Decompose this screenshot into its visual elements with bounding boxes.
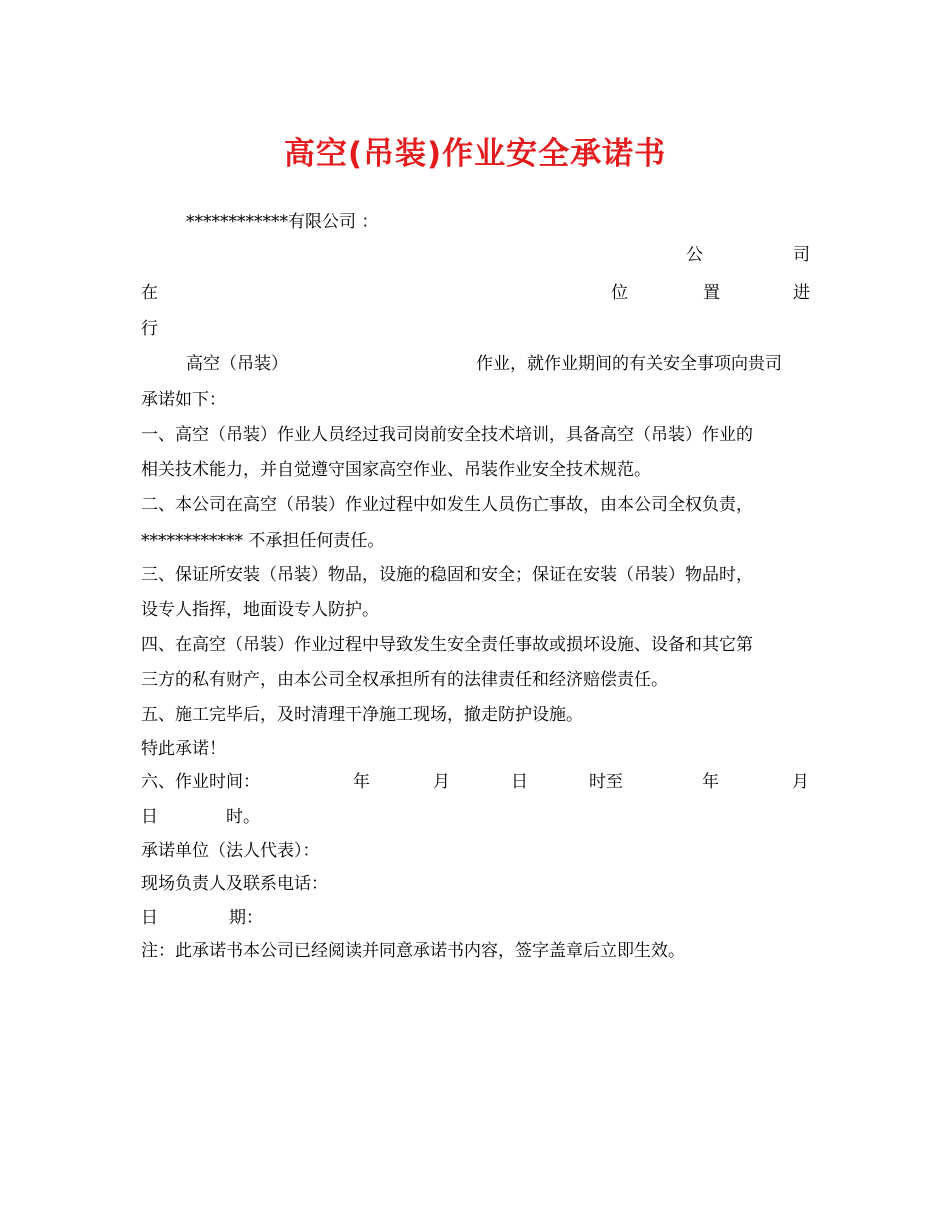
item-3-line-1: 三、保证所安装（吊装）物品，设施的稳固和安全；保证在安装（吊装）物品时， [141,565,753,585]
year-1: 年 [353,772,370,792]
year-2: 年 [702,772,719,792]
work-right: 作业，就作业期间的有关安全事项向贵司 [476,354,782,374]
date-char-1: 日 [141,908,158,928]
addressee: ************有限公司 ： [186,212,379,232]
document-title: 高空(吊装)作业安全承诺书 [283,136,667,172]
date-char-2: 期： [229,908,263,928]
hour-to: 时至 [589,772,623,792]
location-char-1: 位 [611,283,628,303]
item-1-line-1: 一、高空（吊装）作业人员经过我司岗前安全技术培训，具备高空（吊装）作业的 [141,425,753,445]
company-char-1: 公 [686,245,703,265]
item-5: 五、施工完毕后，及时清理干净施工现场，撤走防护设施。 [141,705,583,725]
location-left: 在 [141,283,158,303]
signer-unit: 承诺单位（法人代表）： [141,841,320,861]
month-2: 月 [792,772,809,792]
item-1-line-2: 相关技术能力，并自觉遵守国家高空作业、吊装作业安全技术规范。 [141,460,651,480]
month-1: 月 [433,772,450,792]
day-1: 日 [511,772,528,792]
company-char-2: 司 [793,245,810,265]
location-char-3: 进 [793,283,810,303]
promise-intro: 承诺如下： [141,390,226,410]
hour-end: 时。 [226,807,260,827]
item-4-line-2: 三方的私有财产，由本公司全权承担所有的法律责任和经济赔偿责任。 [141,670,668,690]
special-promise: 特此承诺！ [141,739,226,759]
day-2: 日 [141,807,158,827]
location-char-2: 置 [703,283,720,303]
item-2-line-2: ************ 不承担任何责任。 [141,531,385,551]
site-contact: 现场负责人及联系电话： [141,874,328,894]
item-2-line-1: 二、本公司在高空（吊装）作业过程中如发生人员伤亡事故，由本公司全权负责， [141,495,753,515]
item-4-line-1: 四、在高空（吊装）作业过程中导致发生安全责任事故或损坏设施、设备和其它第 [141,635,753,655]
work-time-label: 六、作业时间： [141,772,260,792]
xing-row: 行 [141,319,158,339]
work-left: 高空（吊装） [186,354,288,374]
item-3-line-2: 设专人指挥，地面设专人防护。 [141,600,379,620]
note: 注：此承诺书本公司已经阅读并同意承诺书内容，签字盖章后立即生效。 [141,941,685,961]
